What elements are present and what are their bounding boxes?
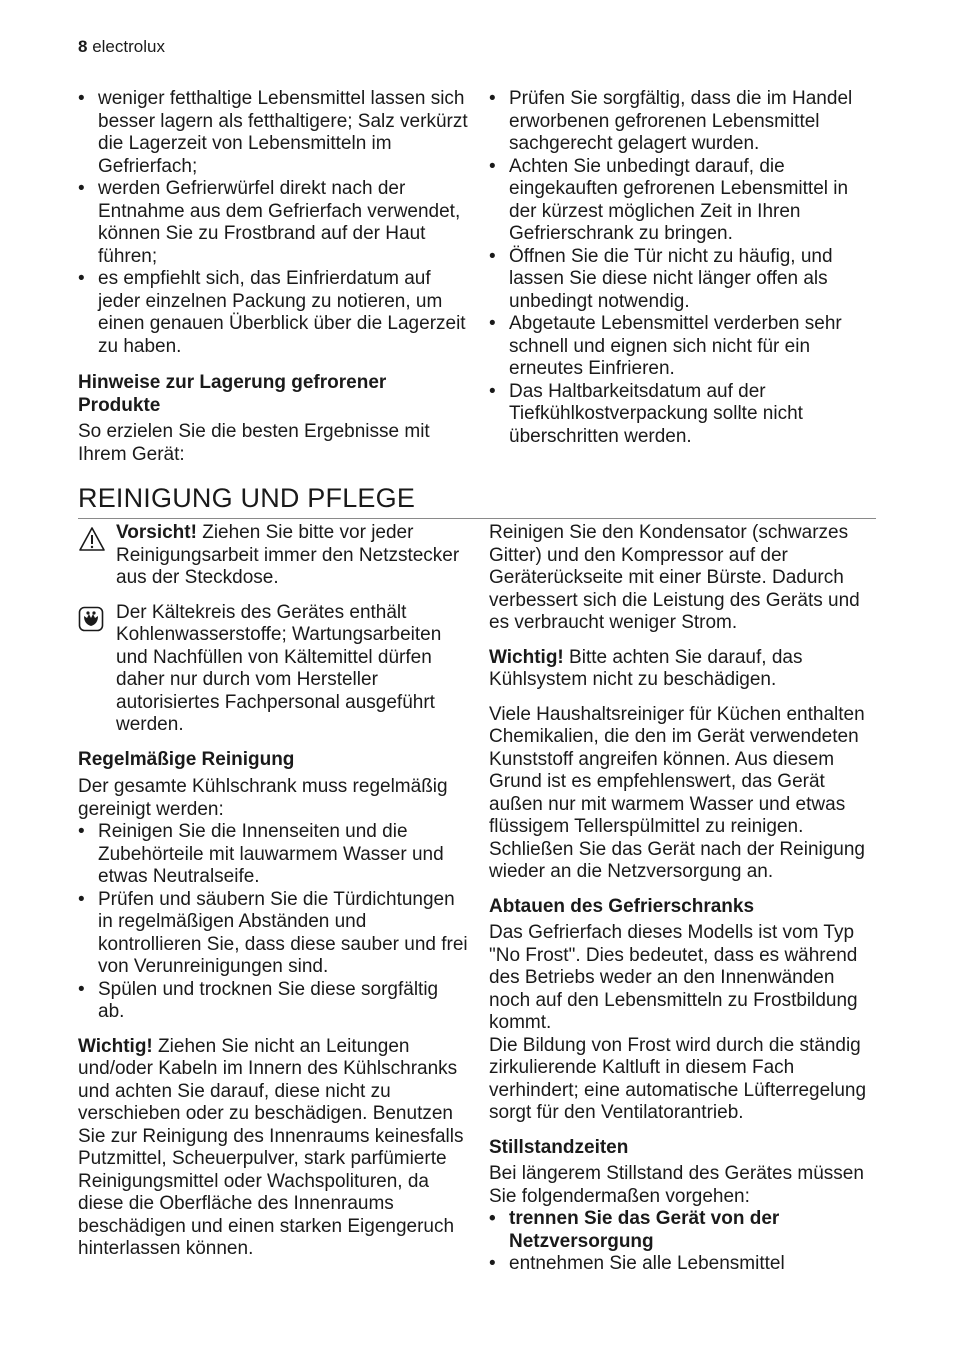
section-divider — [78, 518, 876, 519]
environment-text: Der Kältekreis des Gerätes enthält Kohlenwasserstoffe; Wartungsarbeiten und Nachfüllen von Kältemittel dürfen daher nur durch vom Hersteller autorisiertes Fachpersonal ausgeführt werden. — [116, 601, 442, 735]
environment-note — [78, 602, 468, 737]
regular-cleaning-intro: Der gesamte Kühlschrank muss regelmäßig gereinigt werden: — [78, 776, 448, 820]
condenser-paragraph: Reinigen Sie den Kondensator (schwarzes Gitter) und den Kompressor auf der Geräterückseite mit einer Bürste. Dadurch verbessert sich die Leistung des Geräts und es verbraucht weniger Strom. — [489, 522, 860, 633]
top-left-column — [78, 88, 468, 466]
defrost-paragraph-1: Das Gefrierfach dieses Modells ist vom Typ "No Frost". Dies bedeutet, dass es während des Betriebs weder an den Innenwänden noch auf den Lebensmitteln zu Frostbildung kommt. — [489, 922, 858, 1033]
storage-tips-list — [78, 88, 468, 358]
list-item: • Abgetaute Lebensmittel verderben sehr schnell und eignen sich nicht für ein erneutes Einfrieren. — [489, 313, 842, 379]
list-item: • entnehmen Sie alle Lebensmittel — [489, 1253, 785, 1274]
defrost-paragraph-2: Die Bildung von Frost wird durch die ständig zirkulierende Kaltluft in diesem Fach verhindert; eine automatische Lüfterregelung sorgt für den Ventilatorantrieb. — [489, 1034, 867, 1123]
list-item: • werden Gefrierwürfel direkt nach der Entnahme aus dem Gefrierfach verwendet, können Sie zu Frostbrand auf der Haut führen; — [78, 178, 461, 267]
list-item: • trennen Sie das Gerät von der Netzversorgung — [489, 1208, 780, 1252]
list-item: • Spülen und trocknen Sie diese sorgfältig ab. — [78, 978, 439, 1022]
bottom-right-column — [489, 522, 879, 1276]
important-note — [489, 647, 879, 692]
recycle-hands-icon — [78, 606, 104, 639]
caution-label: Vorsicht! — [116, 522, 197, 543]
list-item: • Öffnen Sie die Tür nicht zu häufig, und lassen Sie diese nicht länger offen als unbedingt notwendig. — [489, 245, 833, 312]
list-item: • weniger fetthaltige Lebensmittel lassen sich besser lagern als fetthaltigere; Salz verkürzt die Lagerzeit von Lebensmitteln im Gefrierfach; — [78, 88, 468, 177]
top-right-column — [489, 88, 879, 448]
regular-cleaning-heading: Regelmäßige Reinigung — [78, 748, 295, 770]
regular-cleaning-list — [78, 821, 468, 1024]
standstill-intro: Bei längerem Stillstand des Gerätes müssen Sie folgendermaßen vorgehen: — [489, 1163, 864, 1207]
caution-text: Ziehen Sie bitte vor jeder Reinigungsarbeit immer den Netzstecker aus der Steckdose. — [116, 522, 460, 588]
cleaner-paragraph: Viele Haushaltsreiniger für Küchen enthalten Chemikalien, die den im Gerät verwendeten Kunststoff angreifen können. Aus diesem Grund ist es empfehlenswert, das Gerät außen nur mit warmem Wasser und etwas flüssigem Tellerspülmittel zu reinigen. Schließen Sie das Gerät nach der Reinigung wieder an die Netzversorgung an. — [489, 703, 866, 882]
list-item: • Prüfen und säubern Sie die Türdichtungen in regelmäßigen Abständen und kontrollieren Sie, dass diese sauber und frei von Verunreinigungen sind. — [78, 888, 468, 977]
important-label: Wichtig! — [78, 1035, 153, 1057]
list-item: • Achten Sie unbedingt darauf, die eingekauften gefrorenen Lebensmittel in der kürzest möglichen Zeit in Ihren Gefrierschrank zu bringen. — [489, 155, 849, 244]
brand-name: electrolux — [92, 37, 165, 56]
important-text: Ziehen Sie nicht an Leitungen und/oder Kabeln im Innern des Kühlschranks und achten Sie darauf, diese nicht zu verschieben oder zu beschädigen. Benutzen Sie zur Reinigung des Innenraums keinesfalls Putzmittel, Scheuerpulver, stark parfümierte Reinigungsmittel oder Wachspolituren, da diese die Oberfläche des Innenraums beschädigen und einen starken Eigengeruch hinterlassen können. — [78, 1035, 464, 1259]
defrost-heading: Abtauen des Gefrierschranks — [489, 895, 755, 917]
list-item: • Prüfen Sie sorgfältig, dass die im Handel erworbenen gefrorenen Lebensmittel sachgerecht gelagert wurden. — [489, 88, 853, 154]
important-label: Wichtig! — [489, 646, 564, 668]
frozen-storage-intro: So erzielen Sie die besten Ergebnisse mit Ihrem Gerät: — [78, 421, 430, 465]
page-header — [78, 36, 165, 59]
caution-note — [78, 522, 468, 590]
frozen-storage-heading: Hinweise zur Lagerung gefrorener Produkte — [78, 372, 387, 416]
page-number: 8 — [78, 37, 88, 56]
list-item: • es empfiehlt sich, das Einfrierdatum auf jeder einzelnen Packung zu notieren, um einen genauen Überblick über die Lagerzeit zu haben. — [78, 268, 466, 357]
standstill-heading: Stillstandzeiten — [489, 1136, 629, 1158]
important-note — [78, 1036, 468, 1261]
list-item: • Reinigen Sie die Innenseiten und die Zubehörteile mit lauwarmem Wasser und etwas Neutralseife. — [78, 821, 444, 887]
warning-triangle-icon — [78, 526, 106, 559]
standstill-list — [489, 1208, 879, 1276]
section-title: REINIGUNG UND PFLEGE — [78, 483, 416, 513]
frozen-storage-list — [489, 88, 879, 448]
list-item: • Das Haltbarkeitsdatum auf der Tiefkühlkostverpackung sollte nicht überschritten werden. — [489, 380, 803, 447]
important-text: Bitte achten Sie darauf, das Kühlsystem nicht zu beschädigen. — [489, 646, 803, 690]
bottom-left-column — [78, 522, 468, 1261]
